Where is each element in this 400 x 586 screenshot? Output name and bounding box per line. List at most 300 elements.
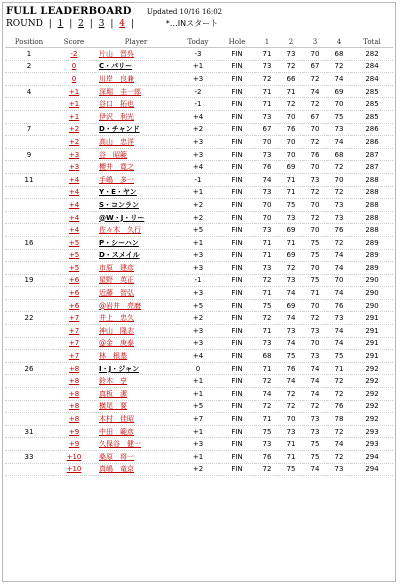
round-4-cell: 74 (327, 262, 351, 275)
page-title: FULL LEADERBOARD (6, 6, 132, 17)
total-cell: 290 (351, 287, 393, 300)
hole-cell: FIN (219, 299, 255, 312)
today-cell: 0 (177, 362, 219, 375)
player-name-link[interactable]: C・パリー (95, 60, 177, 73)
table-row (5, 236, 393, 249)
table-row (5, 375, 393, 388)
round-2-cell: 69 (279, 299, 303, 312)
position-cell: 7 (5, 123, 53, 136)
round-3-cell: 70 (303, 48, 327, 61)
table-row (5, 262, 393, 275)
round-4-cell: 73 (327, 463, 351, 476)
round-1-cell: 70 (255, 136, 279, 149)
column-header-player: Player (95, 37, 177, 48)
position-cell: 19 (5, 274, 53, 287)
table-row (5, 438, 393, 451)
table-row (5, 400, 393, 413)
total-cell: 293 (351, 425, 393, 438)
round-2-cell: 70 (279, 136, 303, 149)
today-cell: +3 (177, 148, 219, 161)
round-3-cell: 70 (303, 337, 327, 350)
score-cell[interactable]: +9 (53, 438, 95, 451)
round-label: ROUND (6, 19, 43, 29)
round-4-cell: 72 (327, 451, 351, 464)
round-4-cell: 71 (327, 362, 351, 375)
total-cell: 291 (351, 350, 393, 363)
hole-cell: FIN (219, 199, 255, 212)
round-3-cell: 73 (303, 173, 327, 186)
round-3-cell: 67 (303, 110, 327, 123)
total-cell: 291 (351, 325, 393, 338)
score-cell[interactable]: +9 (53, 425, 95, 438)
score-cell[interactable]: +6 (53, 274, 95, 287)
player-name-link[interactable]: 桑原 将一 (95, 451, 177, 464)
round-3-cell: 72 (303, 211, 327, 224)
total-cell: 289 (351, 262, 393, 275)
total-cell: 290 (351, 299, 393, 312)
position-cell (5, 287, 53, 300)
score-cell[interactable]: +8 (53, 400, 95, 413)
player-name-link[interactable]: 林 根基 (95, 350, 177, 363)
round-4-cell: 72 (327, 236, 351, 249)
score-cell[interactable]: 0 (53, 60, 95, 73)
hole-cell: FIN (219, 60, 255, 73)
round-4-cell: 72 (327, 375, 351, 388)
player-name-link[interactable]: 手嶋 多一 (95, 173, 177, 186)
score-cell[interactable]: +5 (53, 236, 95, 249)
player-name-link[interactable]: 伊沢 利光 (95, 110, 177, 123)
round-1-cell: 73 (255, 60, 279, 73)
round-2-cell: 73 (279, 274, 303, 287)
table-row (5, 299, 393, 312)
round-2-cell: 74 (279, 312, 303, 325)
round-1-cell: 71 (255, 48, 279, 61)
score-cell[interactable]: +1 (53, 85, 95, 98)
score-cell[interactable]: +7 (53, 350, 95, 363)
player-name-link[interactable]: P・シーハン (95, 236, 177, 249)
today-cell: +3 (177, 262, 219, 275)
table-row (5, 249, 393, 262)
player-name-link[interactable]: 市原 建彦 (95, 262, 177, 275)
round-3-cell: 74 (303, 463, 327, 476)
round-3-cell: 75 (303, 438, 327, 451)
total-cell: 291 (351, 312, 393, 325)
round-3-cell: 72 (303, 400, 327, 413)
table-row (5, 98, 393, 111)
header (6, 6, 222, 17)
round-1-cell: 71 (255, 413, 279, 426)
score-cell[interactable]: +5 (53, 262, 95, 275)
round-2-cell: 74 (279, 337, 303, 350)
hole-cell: FIN (219, 425, 255, 438)
round-3-cell: 76 (303, 148, 327, 161)
player-name-link[interactable]: 川岸 良兼 (95, 73, 177, 86)
round-3-cell: 72 (303, 73, 327, 86)
column-header-round-1: 1 (255, 37, 279, 48)
position-cell: 22 (5, 312, 53, 325)
today-cell: +5 (177, 299, 219, 312)
round-1-cell: 74 (255, 173, 279, 186)
round-2-cell: 75 (279, 199, 303, 212)
round-2-cell: 73 (279, 325, 303, 338)
round-4-cell: 69 (327, 85, 351, 98)
round-2-cell: 73 (279, 425, 303, 438)
round-tab-2[interactable]: 2 (78, 19, 84, 29)
today-cell: +3 (177, 136, 219, 149)
player-name-link[interactable]: 谷口 拓也 (95, 98, 177, 111)
round-2-cell: 70 (279, 110, 303, 123)
round-1-cell: 71 (255, 85, 279, 98)
round-2-cell: 72 (279, 400, 303, 413)
position-cell: 16 (5, 236, 53, 249)
today-cell: +1 (177, 236, 219, 249)
column-header-round-4: 4 (327, 37, 351, 48)
hole-cell: FIN (219, 85, 255, 98)
score-cell[interactable]: +4 (53, 186, 95, 199)
today-cell: -1 (177, 274, 219, 287)
today-cell: -1 (177, 173, 219, 186)
total-cell: 285 (351, 110, 393, 123)
table-row (5, 48, 393, 61)
player-name-link[interactable]: 高山 忠洋 (95, 136, 177, 149)
score-cell[interactable]: +6 (53, 299, 95, 312)
total-cell: 287 (351, 148, 393, 161)
table-row (5, 60, 393, 73)
separator: | (110, 19, 114, 29)
round-1-cell: 70 (255, 199, 279, 212)
total-cell: 285 (351, 98, 393, 111)
hole-cell: FIN (219, 287, 255, 300)
today-cell: +1 (177, 375, 219, 388)
total-cell: 294 (351, 463, 393, 476)
round-4-cell: 76 (327, 299, 351, 312)
total-cell: 286 (351, 123, 393, 136)
round-2-cell: 76 (279, 123, 303, 136)
round-1-cell: 73 (255, 337, 279, 350)
table-row (5, 173, 393, 186)
score-cell[interactable]: +8 (53, 362, 95, 375)
player-name-link[interactable]: 佐々木 久行 (95, 224, 177, 237)
total-cell: 284 (351, 73, 393, 86)
player-name-link[interactable]: 木村 佳昭 (95, 413, 177, 426)
round-1-cell: 70 (255, 211, 279, 224)
player-name-link[interactable]: 近藤 智弘 (95, 287, 177, 300)
position-cell: 4 (5, 85, 53, 98)
round-tab-1[interactable]: 1 (57, 19, 64, 29)
player-name-link[interactable]: 片山 晋呉 (95, 48, 177, 61)
round-1-cell: 72 (255, 312, 279, 325)
today-cell: +3 (177, 438, 219, 451)
round-3-cell: 71 (303, 287, 327, 300)
player-name-link[interactable]: 真嶋 竜京 (95, 463, 177, 476)
round-4-cell: 70 (327, 98, 351, 111)
round-tab-4[interactable]: 4 (119, 19, 125, 29)
hole-cell: FIN (219, 413, 255, 426)
round-2-cell: 71 (279, 438, 303, 451)
player-name-link[interactable]: D・チャンド (95, 123, 177, 136)
round-1-cell: 73 (255, 148, 279, 161)
round-2-cell: 71 (279, 85, 303, 98)
round-3-cell: 70 (303, 123, 327, 136)
position-cell (5, 186, 53, 199)
round-4-cell: 73 (327, 123, 351, 136)
player-name-link[interactable]: 櫻井 寛之 (95, 161, 177, 174)
player-name-link[interactable]: 星野 英正 (95, 274, 177, 287)
total-cell: 288 (351, 173, 393, 186)
player-name-link[interactable]: @W・J・リー (95, 211, 177, 224)
round-1-cell: 67 (255, 123, 279, 136)
position-cell: 2 (5, 60, 53, 73)
round-2-cell: 72 (279, 262, 303, 275)
round-4-cell: 73 (327, 312, 351, 325)
score-cell[interactable]: +8 (53, 375, 95, 388)
today-cell: +3 (177, 325, 219, 338)
table-row (5, 136, 393, 149)
table-row (5, 73, 393, 86)
total-cell: 287 (351, 161, 393, 174)
position-cell (5, 388, 53, 401)
round-1-cell: 68 (255, 350, 279, 363)
hole-cell: FIN (219, 123, 255, 136)
player-name-link[interactable]: S・コンラン (95, 199, 177, 212)
column-header-round-2: 2 (279, 37, 303, 48)
position-cell (5, 325, 53, 338)
leaderboard-rows (5, 48, 393, 476)
table-row (5, 161, 393, 174)
total-cell: 290 (351, 274, 393, 287)
table-row (5, 199, 393, 212)
hole-cell: FIN (219, 136, 255, 149)
column-header-score: Score (53, 37, 95, 48)
today-cell: +2 (177, 123, 219, 136)
round-1-cell: 75 (255, 299, 279, 312)
today-cell: +3 (177, 73, 219, 86)
round-2-cell: 75 (279, 350, 303, 363)
player-name-link[interactable]: 深堀 圭一郎 (95, 85, 177, 98)
total-cell: 293 (351, 438, 393, 451)
player-name-link[interactable]: 谷 昭範 (95, 148, 177, 161)
in-start-note: *…INスタート (165, 19, 219, 28)
player-name-link[interactable]: @岩井 亮磨 (95, 299, 177, 312)
player-name-link[interactable]: 井上 忠久 (95, 312, 177, 325)
column-header-total: Total (351, 37, 393, 48)
round-1-cell: 71 (255, 236, 279, 249)
position-cell (5, 438, 53, 451)
column-header-round-3: 3 (303, 37, 327, 48)
score-cell[interactable]: +4 (53, 173, 95, 186)
position-cell (5, 413, 53, 426)
position-cell (5, 73, 53, 86)
score-cell[interactable]: +6 (53, 287, 95, 300)
score-cell[interactable]: 0 (53, 73, 95, 86)
today-cell: +4 (177, 161, 219, 174)
score-cell[interactable]: +2 (53, 136, 95, 149)
hole-cell: FIN (219, 73, 255, 86)
round-3-cell: 74 (303, 362, 327, 375)
round-2-cell: 71 (279, 451, 303, 464)
position-cell (5, 136, 53, 149)
hole-cell: FIN (219, 388, 255, 401)
table-row (5, 463, 393, 476)
score-cell[interactable]: +3 (53, 161, 95, 174)
hole-cell: FIN (219, 224, 255, 237)
hole-cell: FIN (219, 350, 255, 363)
player-name-link[interactable]: 神山 隆志 (95, 325, 177, 338)
position-cell (5, 249, 53, 262)
round-1-cell: 72 (255, 375, 279, 388)
round-1-cell: 73 (255, 224, 279, 237)
round-3-cell: 73 (303, 425, 327, 438)
round-2-cell: 72 (279, 388, 303, 401)
table-row (5, 211, 393, 224)
score-cell[interactable]: -2 (53, 48, 95, 61)
score-cell[interactable]: +10 (53, 451, 95, 464)
round-1-cell: 71 (255, 98, 279, 111)
round-1-cell: 74 (255, 388, 279, 401)
today-cell: +1 (177, 186, 219, 199)
round-1-cell: 72 (255, 400, 279, 413)
today-cell: +4 (177, 350, 219, 363)
round-2-cell: 73 (279, 211, 303, 224)
position-cell (5, 400, 53, 413)
hole-cell: FIN (219, 463, 255, 476)
total-cell: 289 (351, 249, 393, 262)
hole-cell: FIN (219, 438, 255, 451)
score-cell[interactable]: +1 (53, 110, 95, 123)
today-cell: -1 (177, 98, 219, 111)
round-2-cell: 69 (279, 224, 303, 237)
round-4-cell: 76 (327, 400, 351, 413)
round-selector (6, 18, 218, 29)
today-cell: +3 (177, 249, 219, 262)
score-cell[interactable]: +1 (53, 98, 95, 111)
table-row (5, 287, 393, 300)
round-4-cell: 74 (327, 337, 351, 350)
hole-cell: FIN (219, 325, 255, 338)
total-cell: 292 (351, 388, 393, 401)
score-cell[interactable]: +8 (53, 413, 95, 426)
score-cell[interactable]: +8 (53, 388, 95, 401)
position-cell (5, 98, 53, 111)
score-cell[interactable]: +7 (53, 337, 95, 350)
round-4-cell: 75 (327, 110, 351, 123)
round-2-cell: 69 (279, 249, 303, 262)
player-name-link[interactable]: @金 庚泰 (95, 337, 177, 350)
round-4-cell: 72 (327, 425, 351, 438)
score-cell[interactable]: +7 (53, 312, 95, 325)
round-1-cell: 76 (255, 451, 279, 464)
round-1-cell: 76 (255, 161, 279, 174)
round-3-cell: 72 (303, 98, 327, 111)
round-1-cell: 72 (255, 274, 279, 287)
round-tab-3[interactable]: 3 (98, 19, 105, 29)
player-name-link[interactable]: 中田 範彦 (95, 425, 177, 438)
position-cell: 9 (5, 148, 53, 161)
round-2-cell: 76 (279, 362, 303, 375)
hole-cell: FIN (219, 148, 255, 161)
table-row (5, 148, 393, 161)
player-name-link[interactable]: I・J・ジャン (95, 362, 177, 375)
player-name-link[interactable]: 真板 潔 (95, 388, 177, 401)
position-cell: 11 (5, 173, 53, 186)
hole-cell: FIN (219, 173, 255, 186)
total-cell: 288 (351, 211, 393, 224)
score-cell[interactable]: +4 (53, 199, 95, 212)
player-name-link[interactable]: D・スメイル (95, 249, 177, 262)
position-cell (5, 375, 53, 388)
round-1-cell: 73 (255, 438, 279, 451)
total-cell: 288 (351, 224, 393, 237)
round-2-cell: 71 (279, 236, 303, 249)
round-1-cell: 73 (255, 186, 279, 199)
round-3-cell: 70 (303, 224, 327, 237)
round-2-cell: 71 (279, 173, 303, 186)
player-name-link[interactable]: 鈴木 亨 (95, 375, 177, 388)
table-row (5, 413, 393, 426)
player-name-link[interactable]: 久保谷 健一 (95, 438, 177, 451)
total-cell: 286 (351, 136, 393, 149)
today-cell: +1 (177, 425, 219, 438)
round-4-cell: 74 (327, 136, 351, 149)
round-4-cell: 72 (327, 186, 351, 199)
table-row (5, 451, 393, 464)
table-row (5, 123, 393, 136)
round-4-cell: 74 (327, 287, 351, 300)
score-cell[interactable]: +4 (53, 224, 95, 237)
total-cell: 291 (351, 337, 393, 350)
score-cell[interactable]: +7 (53, 325, 95, 338)
round-1-cell: 72 (255, 73, 279, 86)
player-name-link[interactable]: Y・E・ヤン (95, 186, 177, 199)
total-cell: 292 (351, 375, 393, 388)
hole-cell: FIN (219, 451, 255, 464)
round-3-cell: 72 (303, 136, 327, 149)
round-2-cell: 70 (279, 413, 303, 426)
round-4-cell: 68 (327, 48, 351, 61)
score-cell[interactable]: +3 (53, 148, 95, 161)
hole-cell: FIN (219, 400, 255, 413)
round-1-cell: 71 (255, 287, 279, 300)
hole-cell: FIN (219, 186, 255, 199)
column-header-today: Today (177, 37, 219, 48)
total-cell: 288 (351, 199, 393, 212)
table-row (5, 110, 393, 123)
score-cell[interactable]: +10 (53, 463, 95, 476)
score-cell[interactable]: +5 (53, 249, 95, 262)
round-4-cell: 78 (327, 413, 351, 426)
table-row (5, 425, 393, 438)
total-cell: 284 (351, 60, 393, 73)
table-row (5, 350, 393, 363)
score-cell[interactable]: +2 (53, 123, 95, 136)
round-3-cell: 70 (303, 161, 327, 174)
round-4-cell: 75 (327, 350, 351, 363)
round-2-cell: 73 (279, 48, 303, 61)
position-cell: 1 (5, 48, 53, 61)
table-row (5, 337, 393, 350)
round-4-cell: 73 (327, 199, 351, 212)
player-name-link[interactable]: 横尾 要 (95, 400, 177, 413)
hole-cell: FIN (219, 362, 255, 375)
round-2-cell: 74 (279, 375, 303, 388)
round-4-cell: 76 (327, 224, 351, 237)
table-row (5, 274, 393, 287)
hole-cell: FIN (219, 110, 255, 123)
score-cell[interactable]: +4 (53, 211, 95, 224)
today-cell: +2 (177, 211, 219, 224)
round-2-cell: 66 (279, 73, 303, 86)
round-1-cell: 73 (255, 110, 279, 123)
